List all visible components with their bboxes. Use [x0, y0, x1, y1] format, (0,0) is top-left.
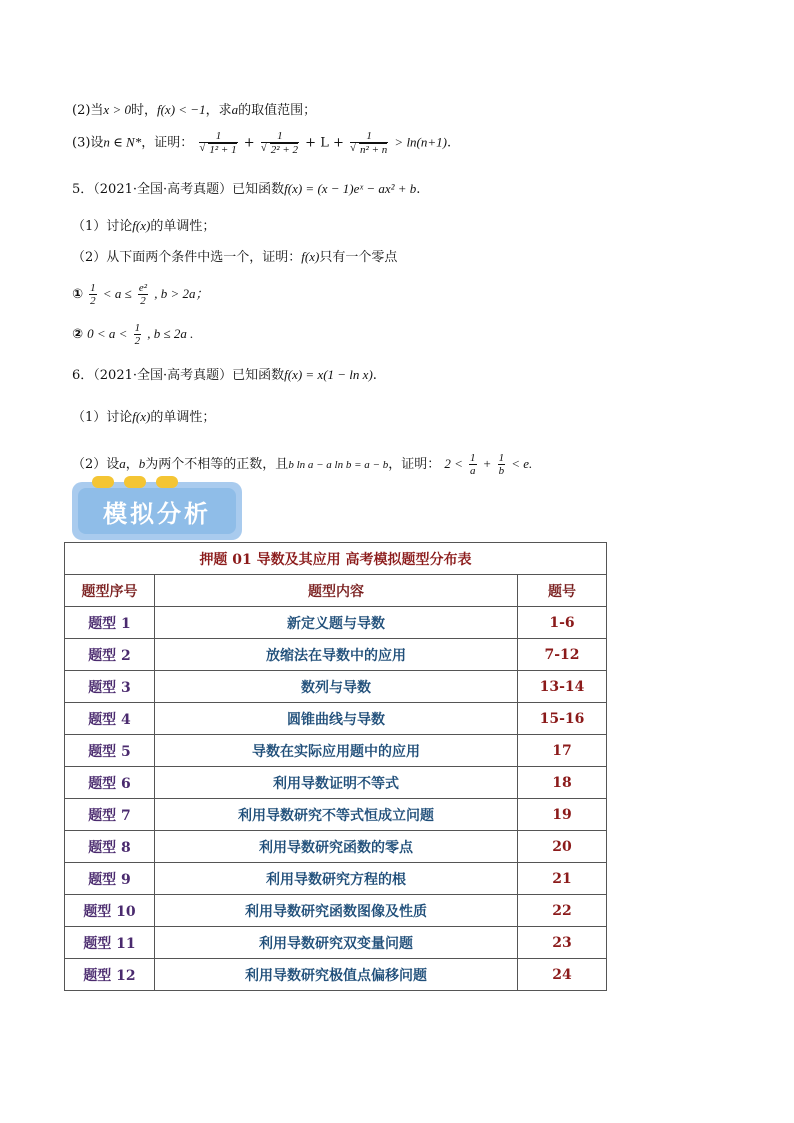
type-cell: 题型 6: [65, 767, 155, 799]
fraction-e-squared: $\frac{\text{e²}}{2}$: [138, 282, 148, 307]
type-cell: 题型 9: [65, 863, 155, 895]
table-row: [65, 927, 607, 959]
content-cell: 圆锥曲线与导数: [155, 703, 518, 735]
number-cell: 19: [518, 799, 607, 831]
content-cell: 利用导数研究函数的零点: [155, 831, 518, 863]
question-type-table: [64, 542, 607, 991]
content-cell: 利用导数研究不等式恒成立问题: [155, 799, 518, 831]
number-cell: 21: [518, 863, 607, 895]
q6-stem: 6．（2021·全国·高考真题）已知函数f(x) = x(1 − ln x).: [72, 367, 377, 383]
number-cell: 15-16: [518, 703, 607, 735]
fraction-3: 1 √ n² + n: [350, 130, 388, 156]
type-cell: 题型 3: [65, 671, 155, 703]
table-row: [65, 607, 607, 639]
badge-decoration: [92, 476, 178, 488]
type-cell: 题型 5: [65, 735, 155, 767]
table-row: [65, 639, 607, 671]
header-question-number: 题号: [518, 575, 607, 607]
fraction-one-over-a: $\frac{1}{a}$: [470, 452, 476, 477]
type-cell: 题型 10: [65, 895, 155, 927]
table-row: [65, 831, 607, 863]
section-badge: [72, 482, 242, 540]
q4-part2: (2)当x > 0时，f(x) < −1，求a的取值范围；: [72, 102, 317, 118]
content-cell: 利用导数研究双变量问题: [155, 927, 518, 959]
content-cell: 利用导数证明不等式: [155, 767, 518, 799]
badge-dot: [92, 476, 114, 488]
table-row: [65, 959, 607, 991]
q5-option-1: ① $\frac{1}{2}$ < a ≤ $\frac{\text{e²}}{2}$ , b > 2a；: [72, 282, 209, 307]
q6-part2: （2）设a，b为两个不相等的正数，且b ln a − a ln b = a − b，证明： 2 < $\frac{1}{a}$ + $\frac{1}{b}$ < e.: [72, 452, 533, 477]
q5-option-2: ② 0 < a < $\frac{1}{2}$ , b ≤ 2a .: [72, 322, 194, 347]
type-cell: 题型 2: [65, 639, 155, 671]
table-row: [65, 895, 607, 927]
number-cell: 22: [518, 895, 607, 927]
content-cell: 导数在实际应用题中的应用: [155, 735, 518, 767]
number-cell: 7-12: [518, 639, 607, 671]
number-cell: 17: [518, 735, 607, 767]
type-cell: 题型 7: [65, 799, 155, 831]
number-cell: 24: [518, 959, 607, 991]
number-cell: 18: [518, 767, 607, 799]
header-type-index: 题型序号: [65, 575, 155, 607]
fraction-half: $\frac{1}{2}$: [90, 282, 96, 307]
badge-dot: [124, 476, 146, 488]
fraction-one-over-b: $\frac{1}{b}$: [498, 452, 505, 477]
number-cell: 20: [518, 831, 607, 863]
type-cell: 题型 11: [65, 927, 155, 959]
table-row: [65, 735, 607, 767]
q5-part1: （1）讨论f(x)的单调性；: [72, 218, 216, 234]
table-title: 押题 01 导数及其应用 高考模拟题型分布表: [65, 543, 607, 575]
content-cell: 利用导数研究方程的根: [155, 863, 518, 895]
content-cell: 利用导数研究函数图像及性质: [155, 895, 518, 927]
fraction-2: 1 √ 2² + 2: [261, 130, 299, 156]
q4-part3: (3)设n ∈ N*，证明： 1 √ 1² + 1 + 1 √ 2² + 2 + L + 1 √ n² + n > ln(n+1).: [72, 130, 451, 156]
table-row: [65, 799, 607, 831]
table-row: [65, 671, 607, 703]
type-cell: 题型 8: [65, 831, 155, 863]
table-row: [65, 863, 607, 895]
section-badge-label: 模拟分析: [103, 499, 211, 528]
badge-dot: [156, 476, 178, 488]
q6-part1: （1）讨论f(x)的单调性；: [72, 409, 216, 425]
number-cell: 23: [518, 927, 607, 959]
q5-part2: （2）从下面两个条件中选一个，证明：f(x)只有一个零点: [72, 249, 398, 265]
table-row: [65, 767, 607, 799]
header-type-content: 题型内容: [155, 575, 518, 607]
table-row: [65, 703, 607, 735]
content-cell: 放缩法在导数中的应用: [155, 639, 518, 671]
type-cell: 题型 1: [65, 607, 155, 639]
type-cell: 题型 12: [65, 959, 155, 991]
content-cell: 数列与导数: [155, 671, 518, 703]
number-cell: 1-6: [518, 607, 607, 639]
number-cell: 13-14: [518, 671, 607, 703]
fraction-half-2: $\frac{1}{2}$: [134, 322, 141, 347]
fraction-1: 1 √ 1² + 1: [199, 130, 237, 156]
content-cell: 新定义题与导数: [155, 607, 518, 639]
q5-stem: 5．（2021·全国·高考真题）已知函数f(x) = (x − 1)eˣ − ax² + b.: [72, 181, 421, 197]
type-cell: 题型 4: [65, 703, 155, 735]
content-cell: 利用导数研究极值点偏移问题: [155, 959, 518, 991]
